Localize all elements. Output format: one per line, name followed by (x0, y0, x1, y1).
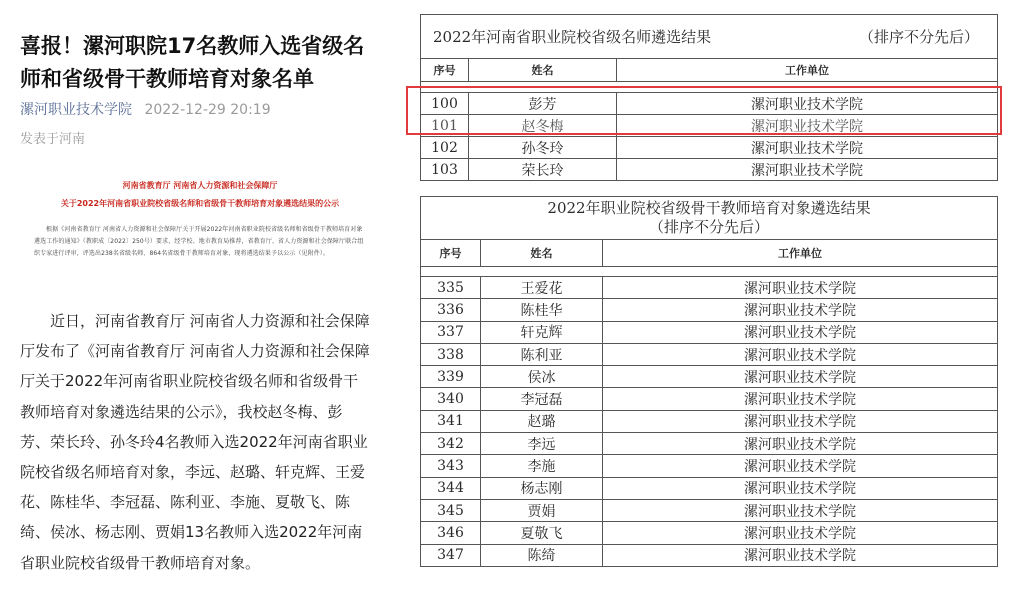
row-no: 340 (421, 388, 481, 410)
table1-title: 2022年河南省职业院校省级名师遴选结果 (433, 28, 712, 46)
row-name: 陈桂华 (481, 299, 603, 321)
row-name: 李冠磊 (481, 388, 603, 410)
notice-title: 关于2022年河南省职业院校省级名师和省级骨干教师培育对象遴选结果的公示 (60, 199, 340, 208)
table-row (421, 321, 998, 343)
row-no: 103 (421, 159, 469, 181)
publish-date: 2022-12-29 20:19 (144, 102, 271, 118)
article-title: 喜报！漯河职院17名教师入选省级名师和省级骨干教师培育对象名单 (20, 34, 365, 91)
row-name: 赵冬梅 (469, 115, 617, 137)
row-name: 陈绮 (481, 544, 603, 566)
row-name: 李远 (481, 433, 603, 455)
table-row (421, 499, 998, 521)
row-name: 彭芳 (469, 93, 617, 115)
article-meta (20, 99, 271, 119)
table-row (421, 388, 998, 410)
table1-caption (421, 15, 998, 59)
backbone-teacher-table-image (420, 196, 998, 578)
table2-caption (421, 197, 998, 240)
table-row (421, 522, 998, 544)
table1-header-unit: 工作单位 (617, 59, 998, 82)
row-unit: 漯河职业技术学院 (617, 115, 998, 137)
row-unit: 漯河职业技术学院 (603, 544, 998, 566)
row-no: 346 (421, 522, 481, 544)
row-no: 343 (421, 455, 481, 477)
article-body: 近日，河南省教育厅 河南省人力资源和社会保障厅发布了《河南省教育厅 河南省人力资源和社会保障厅关于2022年河南省职业院校省级名师和省级骨干教师培育对象遴选结果的公示》，我校赵冬梅、彭芳、荣长玲、孙冬玲4名教师入选2022年河南省职业院校省级名师培育对象，李远、赵璐、轩克辉、王爱花、陈桂华、李冠磊、陈利亚、李施、夏敬飞、陈绮、侯冰、杨志刚、贾娟13名教师入选2022年河南省职业院校省级骨干教师培育对象。 (20, 312, 370, 572)
row-name: 轩克辉 (481, 321, 603, 343)
article-column (0, 0, 392, 609)
table-row (421, 455, 998, 477)
table-row (421, 477, 998, 499)
row-unit: 漯河职业技术学院 (603, 321, 998, 343)
row-unit: 漯河职业技术学院 (603, 343, 998, 365)
table-row (421, 277, 998, 299)
row-name: 杨志刚 (481, 477, 603, 499)
table-row (421, 343, 998, 365)
table1-header-name: 姓名 (469, 59, 617, 82)
row-name: 赵璐 (481, 410, 603, 432)
table-row (421, 159, 998, 181)
row-no: 102 (421, 137, 469, 159)
row-name: 陈利亚 (481, 343, 603, 365)
row-name: 王爱花 (481, 277, 603, 299)
row-unit: 漯河职业技术学院 (603, 477, 998, 499)
row-no: 337 (421, 321, 481, 343)
row-unit: 漯河职业技术学院 (603, 388, 998, 410)
table-row (421, 366, 998, 388)
row-name: 夏敬飞 (481, 522, 603, 544)
row-no: 344 (421, 477, 481, 499)
row-unit: 漯河职业技术学院 (603, 299, 998, 321)
table-row (421, 544, 998, 566)
row-no: 341 (421, 410, 481, 432)
table-row (421, 115, 998, 137)
table1-gap (421, 82, 998, 93)
row-name: 孙冬玲 (469, 137, 617, 159)
notice-image (20, 180, 380, 260)
table2-gap (421, 267, 998, 277)
row-unit: 漯河职业技术学院 (617, 93, 998, 115)
table2-header-no: 序号 (421, 240, 481, 267)
row-name: 荣长玲 (469, 159, 617, 181)
row-no: 342 (421, 433, 481, 455)
table2-subtitle: （排序不分先后） (648, 218, 769, 236)
backbone-teacher-table (420, 196, 998, 567)
row-no: 101 (421, 115, 469, 137)
table-row (421, 410, 998, 432)
row-unit: 漯河职业技术学院 (603, 499, 998, 521)
row-unit: 漯河职业技术学院 (603, 410, 998, 432)
row-no: 100 (421, 93, 469, 115)
row-name: 贾娟 (481, 499, 603, 521)
row-unit: 漯河职业技术学院 (617, 159, 998, 181)
table2-header-unit: 工作单位 (603, 240, 998, 267)
row-no: 347 (421, 544, 481, 566)
row-unit: 漯河职业技术学院 (617, 137, 998, 159)
row-name: 李施 (481, 455, 603, 477)
table-row (421, 137, 998, 159)
table-row (421, 93, 998, 115)
row-unit: 漯河职业技术学院 (603, 455, 998, 477)
row-no: 339 (421, 366, 481, 388)
notice-org: 河南省教育厅 河南省人力资源和社会保障厅 (122, 181, 278, 190)
table-row (421, 433, 998, 455)
row-no: 336 (421, 299, 481, 321)
publish-location: 发表于河南 (20, 132, 86, 147)
row-unit: 漯河职业技术学院 (603, 522, 998, 544)
notice-text: 根据《河南省教育厅 河南省人力资源和社会保障厅关于开展2022年河南省职业院校省级名师和省级骨干教师培育对象遴选工作的通知》（教职成〔2022〕250号）要求，经学校、地市教育局推荐，省教育厅、省人力资源和社会保障厅联合组织专家进行评审，评选出238名省级名师、864名省级骨干教师培育对象，现将遴选结果予以公示（见附件）。 (34, 226, 364, 257)
row-unit: 漯河职业技术学院 (603, 277, 998, 299)
table1-header-no: 序号 (421, 59, 469, 82)
row-no: 345 (421, 499, 481, 521)
table2-body (421, 277, 998, 567)
row-name: 侯冰 (481, 366, 603, 388)
row-no: 338 (421, 343, 481, 365)
row-unit: 漯河职业技术学院 (603, 433, 998, 455)
table1-subtitle: （排序不分先后） (858, 28, 979, 46)
author-link[interactable]: 漯河职业技术学院 (20, 102, 132, 118)
row-unit: 漯河职业技术学院 (603, 366, 998, 388)
table2-title: 2022年职业院校省级骨干教师培育对象遴选结果 (547, 199, 871, 217)
table-row (421, 299, 998, 321)
row-no: 335 (421, 277, 481, 299)
famous-teacher-table (420, 14, 998, 181)
table2-header-name: 姓名 (481, 240, 603, 267)
famous-teacher-table-image (420, 14, 998, 186)
